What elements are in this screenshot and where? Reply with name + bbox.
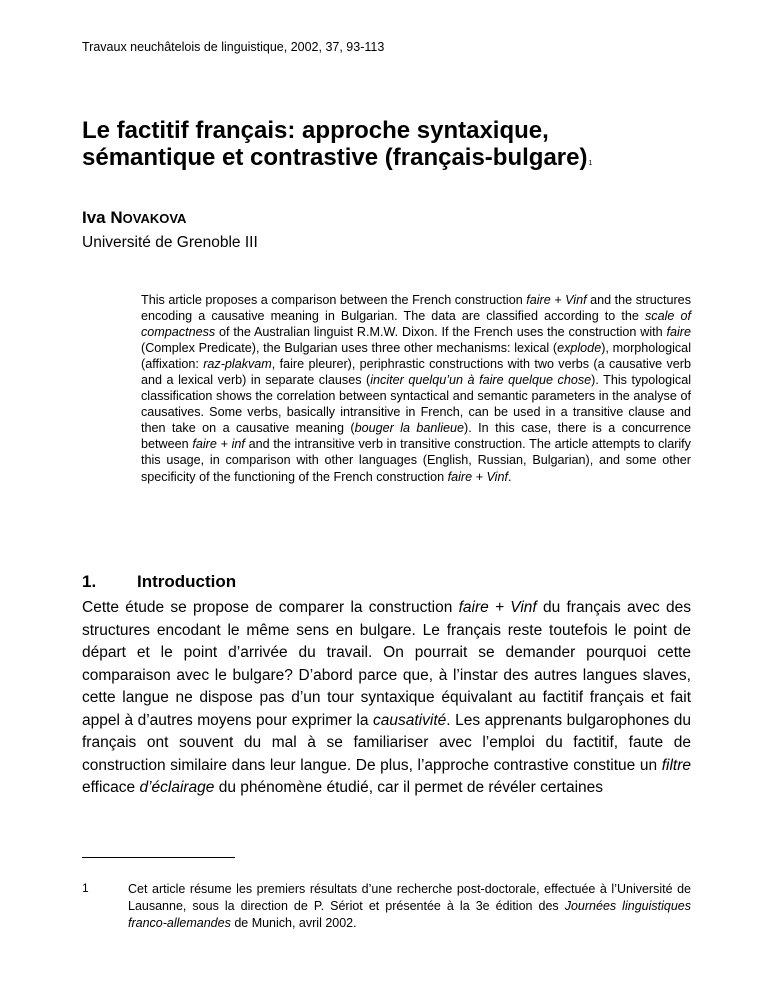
journal-reference: Travaux neuchâtelois de linguistique, 2002, 37, 93-113	[82, 40, 385, 54]
body-paragraph	[82, 597, 691, 800]
title-line-2: sémantique et contrastive (français-bulgare)	[82, 144, 588, 171]
abstract-italic: scale of compactness	[141, 309, 691, 340]
body-text: Cette étude se propose de comparer la construction	[82, 599, 459, 616]
abstract-text: ). This typological classification shows the correlation between syntactical and semantic parameters in the analyse of causatives. Some verbs, basically intransitive in French, can be used in a transitive clause and then take on a causative meaning (	[141, 373, 691, 436]
abstract-text: and the structures encoding a causative meaning in Bulgarian. The data are classified according to the	[141, 293, 691, 324]
section-title: Introduction	[137, 572, 237, 591]
body-italic: faire + Vinf	[458, 599, 537, 616]
author-first-name: Iva	[82, 208, 111, 227]
abstract-text: , faire pleurer), periphrastic constructions with two verbs (a causative verb and a lexical verb) in separate clauses (	[141, 357, 691, 388]
abstract-text: .	[507, 469, 512, 484]
abstract-italic: explode	[557, 341, 602, 356]
footnote-number: 1	[82, 881, 89, 895]
abstract-text: and the intransitive verb in transitive construction. The article attempts to clarify this usage, in comparison with other languages (English, Russian, Bulgarian), and some other specificity of the functioning of the French construction	[141, 437, 691, 484]
footnote-body: de Munich, avril 2002.	[230, 916, 357, 930]
footnote-separator	[82, 857, 235, 858]
body-text: . Les apprenants bulgarophones du français ont souvent du mal à se familiariser avec l’emploi du factitif, faute de construction similaire dans leur langue. De plus, l’approche contrastive constitue un	[82, 711, 692, 774]
author-surname-initial: N	[110, 208, 123, 227]
author-surname-rest: OVAKOVA	[122, 211, 187, 226]
section-number: 1.	[82, 572, 97, 591]
abstract-text: of the Australian linguist R.M.W. Dixon. If the French uses the construction with	[215, 325, 667, 340]
author-name	[82, 208, 186, 228]
abstract	[141, 292, 691, 485]
body-text: du phénomène étudié, car il permet de révéler certaines	[214, 779, 604, 796]
abstract-italic: bouger la banlieue	[354, 421, 465, 436]
title-footnote-marker[interactable]: 1	[588, 160, 593, 167]
abstract-italic: faire	[666, 325, 691, 340]
abstract-text: (Complex Predicate), the Bulgarian uses three other mechanisms: lexical (	[141, 341, 558, 356]
abstract-italic: inciter quelqu’un à faire quelque chose	[370, 373, 592, 388]
body-text: efficace	[82, 779, 140, 796]
abstract-italic: raz-plakvam	[203, 357, 272, 372]
abstract-text: ), morphological (affixation:	[141, 341, 691, 372]
body-italic: causativité	[373, 711, 447, 729]
article-title	[82, 117, 722, 177]
abstract-text: This article proposes a comparison between the French construction	[141, 293, 527, 307]
title-line-1: Le factitif français: approche syntaxique,	[82, 117, 549, 144]
body-italic: filtre	[661, 756, 691, 774]
author-affiliation: Université de Grenoble III	[82, 234, 258, 251]
section-heading	[82, 572, 236, 592]
body-italic: d’éclairage	[139, 779, 215, 796]
footnote-text	[128, 881, 691, 932]
abstract-text: ). In this case, there is a concurrence between	[141, 421, 691, 452]
abstract-italic: faire + Vinf	[447, 469, 508, 484]
body-text: du français avec des structures encodant le même sens en bulgare. Le français reste toutefois le point de départ et le point d’arrivée du travail. On pourrait se demander pourquoi cette comparaison avec le bulgare? D’abord parce que, à l’instar des autres langues slaves, cette langue ne dispose pas d’un tour syntaxique équivalant au factitif français et fait appel à d’autres moyens pour exprimer la	[82, 599, 691, 729]
footnote-italic: Journées linguistiques franco-allemandes	[128, 899, 691, 930]
footnote-body: Cet article résume les premiers résultats d’une recherche post-doctorale, effectuée à l’Université de Lausanne, sous la direction de P. Sériot et présentée à la 3e édition des	[128, 882, 691, 913]
abstract-italic: faire + Vinf	[526, 293, 587, 307]
abstract-italic: faire + inf	[192, 437, 245, 452]
